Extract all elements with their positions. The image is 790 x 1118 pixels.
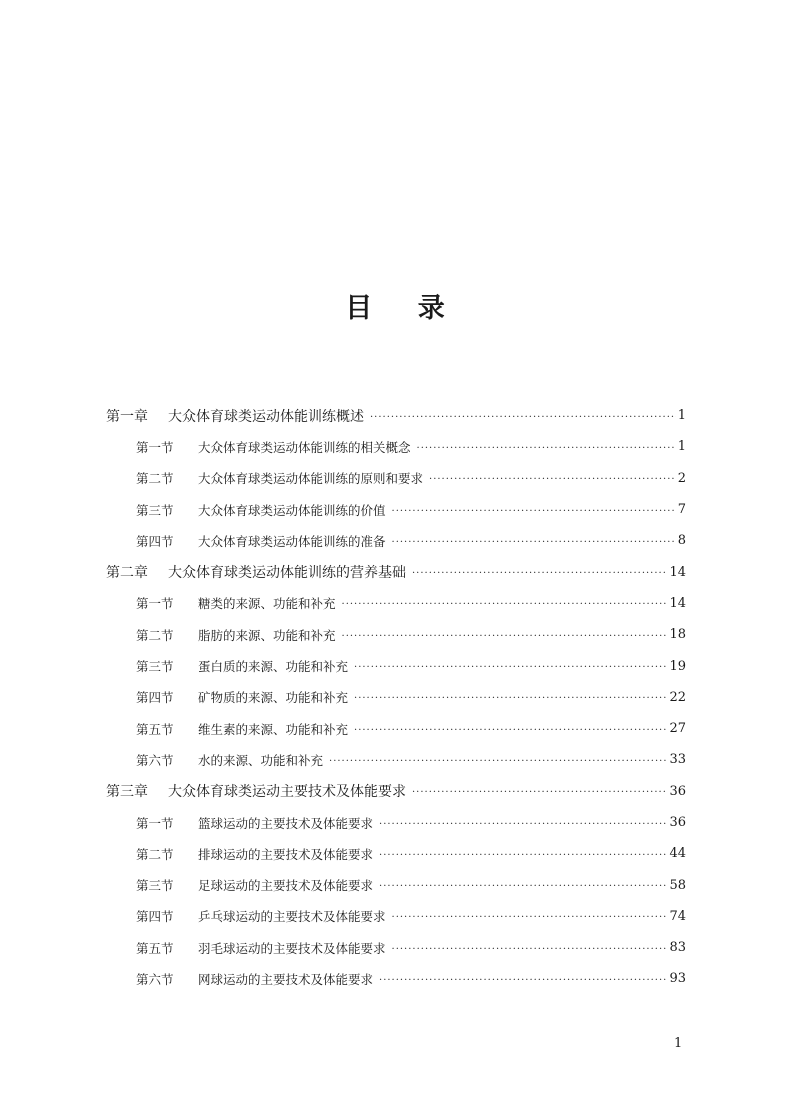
leader-dots [354, 726, 667, 736]
page-title: 目 录 [345, 293, 463, 324]
leader-dots [342, 600, 668, 610]
leader-dots [392, 945, 668, 955]
toc-entry-title: 篮球运动的主要技术及体能要求 [198, 815, 374, 831]
toc-entry [106, 838, 686, 869]
toc-entry-title: 大众体育球类运动体能训练的营养基础 [168, 565, 406, 582]
toc-entry-label: 第一节 [136, 815, 174, 831]
toc-entry-page: 36 [669, 783, 686, 799]
toc-entry-title: 大众体育球类运动体能训练的价值 [198, 502, 386, 518]
toc-entry-page: 93 [669, 971, 686, 987]
toc-entry-page: 74 [669, 908, 686, 924]
toc-entry-label: 第二节 [136, 846, 174, 862]
leader-dots [329, 757, 667, 767]
toc-entry-label: 第五节 [136, 721, 174, 737]
leader-dots [379, 976, 667, 986]
toc-entry-page: 14 [669, 595, 686, 611]
toc-entry-title: 排球运动的主要技术及体能要求 [198, 846, 374, 862]
toc-entry [106, 776, 686, 807]
toc-entry-label: 第三节 [136, 878, 174, 894]
toc-entry-page: 18 [669, 627, 686, 643]
toc-entry-label: 第六节 [136, 752, 174, 768]
toc-entry-page: 19 [669, 658, 686, 674]
toc-entry-title: 乒乓球运动的主要技术及体能要求 [198, 909, 386, 925]
toc-entry-page: 83 [669, 940, 686, 956]
toc-entry [106, 932, 686, 963]
leader-dots [429, 475, 676, 485]
table-of-contents [106, 400, 686, 995]
toc-entry-label: 第二章 [106, 565, 148, 582]
toc-entry [106, 807, 686, 838]
toc-entry [106, 963, 686, 994]
toc-entry-title: 足球运动的主要技术及体能要求 [198, 878, 374, 894]
toc-entry-label: 第六节 [136, 971, 174, 987]
toc-entry-page: 36 [669, 815, 686, 830]
leader-dots [342, 632, 668, 642]
toc-entry [106, 650, 686, 681]
leader-dots [392, 507, 676, 517]
leader-dots [392, 913, 668, 923]
toc-entry-label: 第三节 [136, 502, 174, 518]
toc-entry-page: 7 [677, 502, 686, 518]
toc-entry [106, 525, 686, 556]
toc-entry-page: 33 [669, 752, 686, 768]
toc-entry-label: 第二节 [136, 471, 174, 487]
toc-entry-label: 第一节 [136, 439, 174, 455]
toc-entry-label: 第三节 [136, 659, 174, 675]
toc-entry-title: 维生素的来源、功能和补充 [198, 721, 349, 737]
toc-entry [106, 619, 686, 650]
leader-dots [370, 413, 676, 423]
toc-entry-page: 1 [677, 408, 686, 424]
toc-entry-label: 第三章 [106, 784, 148, 801]
toc-entry [106, 869, 686, 900]
leader-dots [354, 694, 667, 704]
leader-dots [354, 663, 667, 673]
toc-entry [106, 713, 686, 744]
toc-entry-title: 大众体育球类运动主要技术及体能要求 [168, 784, 406, 801]
toc-entry [106, 431, 686, 462]
toc-entry-label: 第二节 [136, 627, 174, 643]
toc-entry-page: 22 [669, 689, 686, 705]
toc-entry [106, 588, 686, 619]
toc-entry [106, 901, 686, 932]
toc-entry-label: 第四节 [136, 533, 174, 549]
leader-dots [417, 444, 676, 454]
leader-dots [412, 569, 667, 579]
toc-entry [106, 682, 686, 713]
toc-entry-title: 脂肪的来源、功能和补充 [198, 627, 336, 643]
toc-entry-title: 大众体育球类运动体能训练的准备 [198, 533, 386, 549]
toc-entry [106, 463, 686, 494]
toc-entry-label: 第一章 [106, 408, 148, 425]
leader-dots [392, 538, 676, 548]
toc-entry-title: 大众体育球类运动体能训练的相关概念 [198, 439, 411, 455]
leader-dots [412, 788, 667, 798]
toc-entry-page: 1 [677, 439, 686, 455]
toc-entry-page: 27 [669, 721, 686, 737]
toc-entry-label: 第四节 [136, 909, 174, 925]
toc-entry-title: 蛋白质的来源、功能和补充 [198, 659, 349, 675]
toc-entry-label: 第一节 [136, 596, 174, 612]
toc-entry-title: 糖类的来源、功能和补充 [198, 596, 336, 612]
toc-entry-label: 第四节 [136, 690, 174, 706]
toc-entry-page: 2 [677, 470, 686, 486]
toc-entry-page: 44 [669, 846, 686, 862]
toc-entry-title: 网球运动的主要技术及体能要求 [198, 971, 374, 987]
toc-entry [106, 400, 686, 431]
toc-entry-title: 水的来源、功能和补充 [198, 752, 324, 768]
toc-entry-page: 58 [669, 877, 686, 893]
toc-entry-title: 羽毛球运动的主要技术及体能要求 [198, 940, 386, 956]
toc-entry-title: 矿物质的来源、功能和补充 [198, 690, 349, 706]
leader-dots [379, 851, 667, 861]
toc-entry-title: 大众体育球类运动体能训练的原则和要求 [198, 471, 424, 487]
toc-entry-page: 8 [677, 533, 686, 549]
toc-entry [106, 744, 686, 775]
toc-entry-page: 14 [669, 564, 686, 580]
page-number: 1 [674, 1036, 683, 1051]
toc-entry-title: 大众体育球类运动体能训练概述 [168, 408, 364, 425]
leader-dots [379, 820, 667, 830]
leader-dots [379, 882, 667, 892]
toc-entry-label: 第五节 [136, 940, 174, 956]
toc-entry [106, 494, 686, 525]
toc-entry [106, 556, 686, 587]
